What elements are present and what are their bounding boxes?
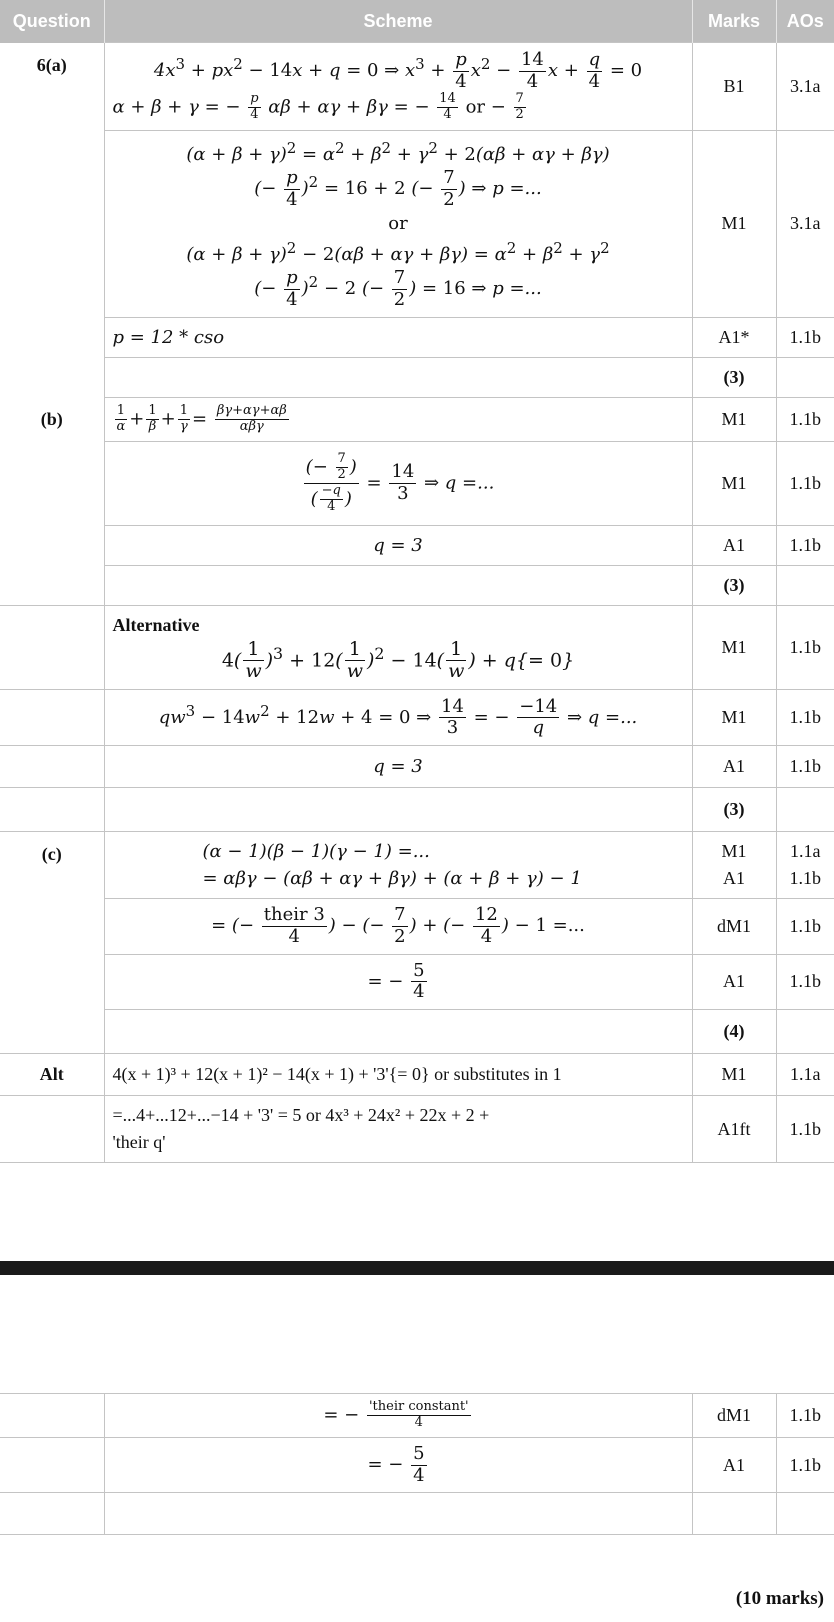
ao-alt-b-2: 1.1b xyxy=(776,690,834,746)
marks-alt-c-2: A1ft xyxy=(692,1096,776,1163)
table-row xyxy=(0,1493,834,1535)
ao-6b-3: 1.1b xyxy=(776,525,834,565)
marks-alt-b-3: A1 xyxy=(692,746,776,788)
table-row xyxy=(0,1096,834,1163)
ao-6a-3: 1.1b xyxy=(776,317,834,357)
scheme-6a-step2: $(\alpha + \beta + \gamma)^2 = \alpha^2 + \beta^2 + \gamma^2 + 2(\alpha\beta + \alpha\gamma + \beta\gamma)$ (− $\frac{p}{4}$ )$^2$ = 16 + 2 (− $\frac{7}{2}$ ) ⇒ p =... or $(\alpha + \beta + \gamma)^2 - 2(\alpha\beta + \alpha\gamma + \beta\gamma) = \alpha^2 + \beta^2 + \gamma^2$ (− $\frac{p}{4}$ )$^2$ − 2 (− $\frac{7}{2}$ ) = 16 ⇒ p =... xyxy=(104,131,692,318)
ao-6a-1: 3.1a xyxy=(776,43,834,131)
marks-alt-c-4: A1 xyxy=(692,1438,776,1493)
marks-6b-1: M1 xyxy=(692,397,776,441)
marks-6a-3: A1* xyxy=(692,317,776,357)
header-aos: AOs xyxy=(776,0,834,43)
ao-6b-1: 1.1b xyxy=(776,397,834,441)
header-marks: Marks xyxy=(692,0,776,43)
table-row xyxy=(0,441,834,525)
table-row xyxy=(0,43,834,131)
or-label: or xyxy=(388,213,408,235)
question-label-6c: (c) xyxy=(0,832,104,1054)
scheme-6c-step2: = (− $\frac{\text{their 3}}{4}$ ) − (− $\frac{7}{2}$ ) + (− $\frac{12}{4}$ ) − 1 =... xyxy=(104,899,692,954)
ao-alt-b-1: 1.1b xyxy=(776,605,834,690)
ao-6b-2: 1.1b xyxy=(776,441,834,525)
scheme-6b-step1: $\frac{1}{\alpha}$ + $\frac{1}{\beta}$ + $\frac{1}{\gamma}$ = $\frac{\beta\gamma+\alpha\gamma+\alpha\beta}{\text{αβγ}}$ xyxy=(104,397,692,441)
marks-alt-c-3: dM1 xyxy=(692,1394,776,1438)
table-row xyxy=(0,1438,834,1493)
table-row xyxy=(0,131,834,318)
question-label-6b: (b) xyxy=(0,397,104,605)
ao-alt-c-1: 1.1a xyxy=(776,1054,834,1096)
subtotal-6b: (3) xyxy=(692,565,776,605)
scheme-6b-step2: (− $\frac{7}{2}$ ) ( $\frac{-q}{4}$ ) = $\frac{14}{3}$ ⇒ q =... xyxy=(104,441,692,525)
question-label-alt: Alt xyxy=(0,1054,104,1096)
table-row xyxy=(0,690,834,746)
table-row xyxy=(0,357,834,397)
ao-6c-3: 1.1b xyxy=(776,954,834,1009)
ao-alt-c-4: 1.1b xyxy=(776,1438,834,1493)
ao-alt-c-2: 1.1b xyxy=(776,1096,834,1163)
question-label-6a: 6(a) xyxy=(0,43,104,398)
scheme-6a-step1: $4x^3 + px^2 - 14x + q = 0$ ⇒ $x^3$ + $\frac{p}{4}$ $x^2$ − $\frac{14}{4}$ x + $\frac{q}{4}$ = 0 α + β + γ = − $\frac{p}{4}$ αβ + αγ + βγ = − $\frac{14}{4}$ or − $\frac{7}{2}$ xyxy=(104,43,692,131)
marks-alt-c-1: M1 xyxy=(692,1054,776,1096)
scheme-6a-result: p = 12 * cso xyxy=(104,317,692,357)
table-row xyxy=(0,317,834,357)
table-row xyxy=(0,746,834,788)
scheme-alt-b-step2: $qw^3 - 14w^2 + 12w + 4 = 0$ ⇒ $\frac{14}{3}$ = − $\frac{-14}{q}$ ⇒ q =... xyxy=(104,690,692,746)
table-row xyxy=(0,397,834,441)
alternative-heading: Alternative xyxy=(112,614,200,635)
header-scheme: Scheme xyxy=(104,0,692,43)
ao-6c-1: 1.1a 1.1b xyxy=(776,832,834,899)
table-row xyxy=(0,1054,834,1096)
page-break-divider xyxy=(0,1261,834,1275)
marks-6c-1: M1 A1 xyxy=(692,832,776,899)
scheme-alt-b-step1: Alternative 4( $\frac{1}{w}$ )$^3$ + 12( $\frac{1}{w}$ )$^2$ − 14( $\frac{1}{w}$ ) + q{= 0} xyxy=(104,605,692,690)
marks-alt-b-2: M1 xyxy=(692,690,776,746)
ao-alt-c-3: 1.1b xyxy=(776,1394,834,1438)
ao-alt-b-3: 1.1b xyxy=(776,746,834,788)
scheme-6b-result: q = 3 xyxy=(104,525,692,565)
ao-6a-2: 3.1a xyxy=(776,131,834,318)
marks-6b-2: M1 xyxy=(692,441,776,525)
subtotal-6c: (4) xyxy=(692,1010,776,1054)
marks-6c-3: A1 xyxy=(692,954,776,1009)
mark-scheme-table-continued xyxy=(0,1393,834,1535)
scheme-alt-c-step2: =...4+...12+...−14 + '3' = 5 or 4x³ + 24x² + 22x + 2 + 'their q' xyxy=(104,1096,692,1163)
table-row xyxy=(0,832,834,899)
scheme-alt-c-step1: 4(x + 1)³ + 12(x + 1)² − 14(x + 1) + '3'{= 0} or substitutes in 1 xyxy=(104,1054,692,1096)
table-row xyxy=(0,899,834,954)
table-row xyxy=(0,1010,834,1054)
marks-6b-3: A1 xyxy=(692,525,776,565)
subtotal-6a: (3) xyxy=(692,357,776,397)
scheme-alt-c-result: = − $\frac{5}{4}$ xyxy=(104,1438,692,1493)
scheme-alt-b-result: q = 3 xyxy=(104,746,692,788)
ao-6c-2: 1.1b xyxy=(776,899,834,954)
marks-6c-2: dM1 xyxy=(692,899,776,954)
table-row xyxy=(0,788,834,832)
mark-scheme-page-2 xyxy=(0,1393,834,1535)
table-row xyxy=(0,605,834,690)
header-row xyxy=(0,0,834,43)
marks-alt-b-1: M1 xyxy=(692,605,776,690)
scheme-6c-result: = − $\frac{5}{4}$ xyxy=(104,954,692,1009)
scheme-alt-c-step3: = − $\frac{\text{'their constant'}}{4}$ xyxy=(104,1394,692,1438)
table-row xyxy=(0,525,834,565)
total-marks: (10 marks) xyxy=(735,1588,824,1609)
scheme-6c-step1: (α − 1)(β − 1)(γ − 1) =... = αβγ − (αβ + αγ + βγ) + (α + β + γ) − 1 xyxy=(104,832,692,899)
header-question: Question xyxy=(0,0,104,43)
subtotal-alt-b: (3) xyxy=(692,788,776,832)
table-row xyxy=(0,1394,834,1438)
table-row xyxy=(0,565,834,605)
marks-6a-2: M1 xyxy=(692,131,776,318)
table-row xyxy=(0,954,834,1009)
marks-6a-1: B1 xyxy=(692,43,776,131)
